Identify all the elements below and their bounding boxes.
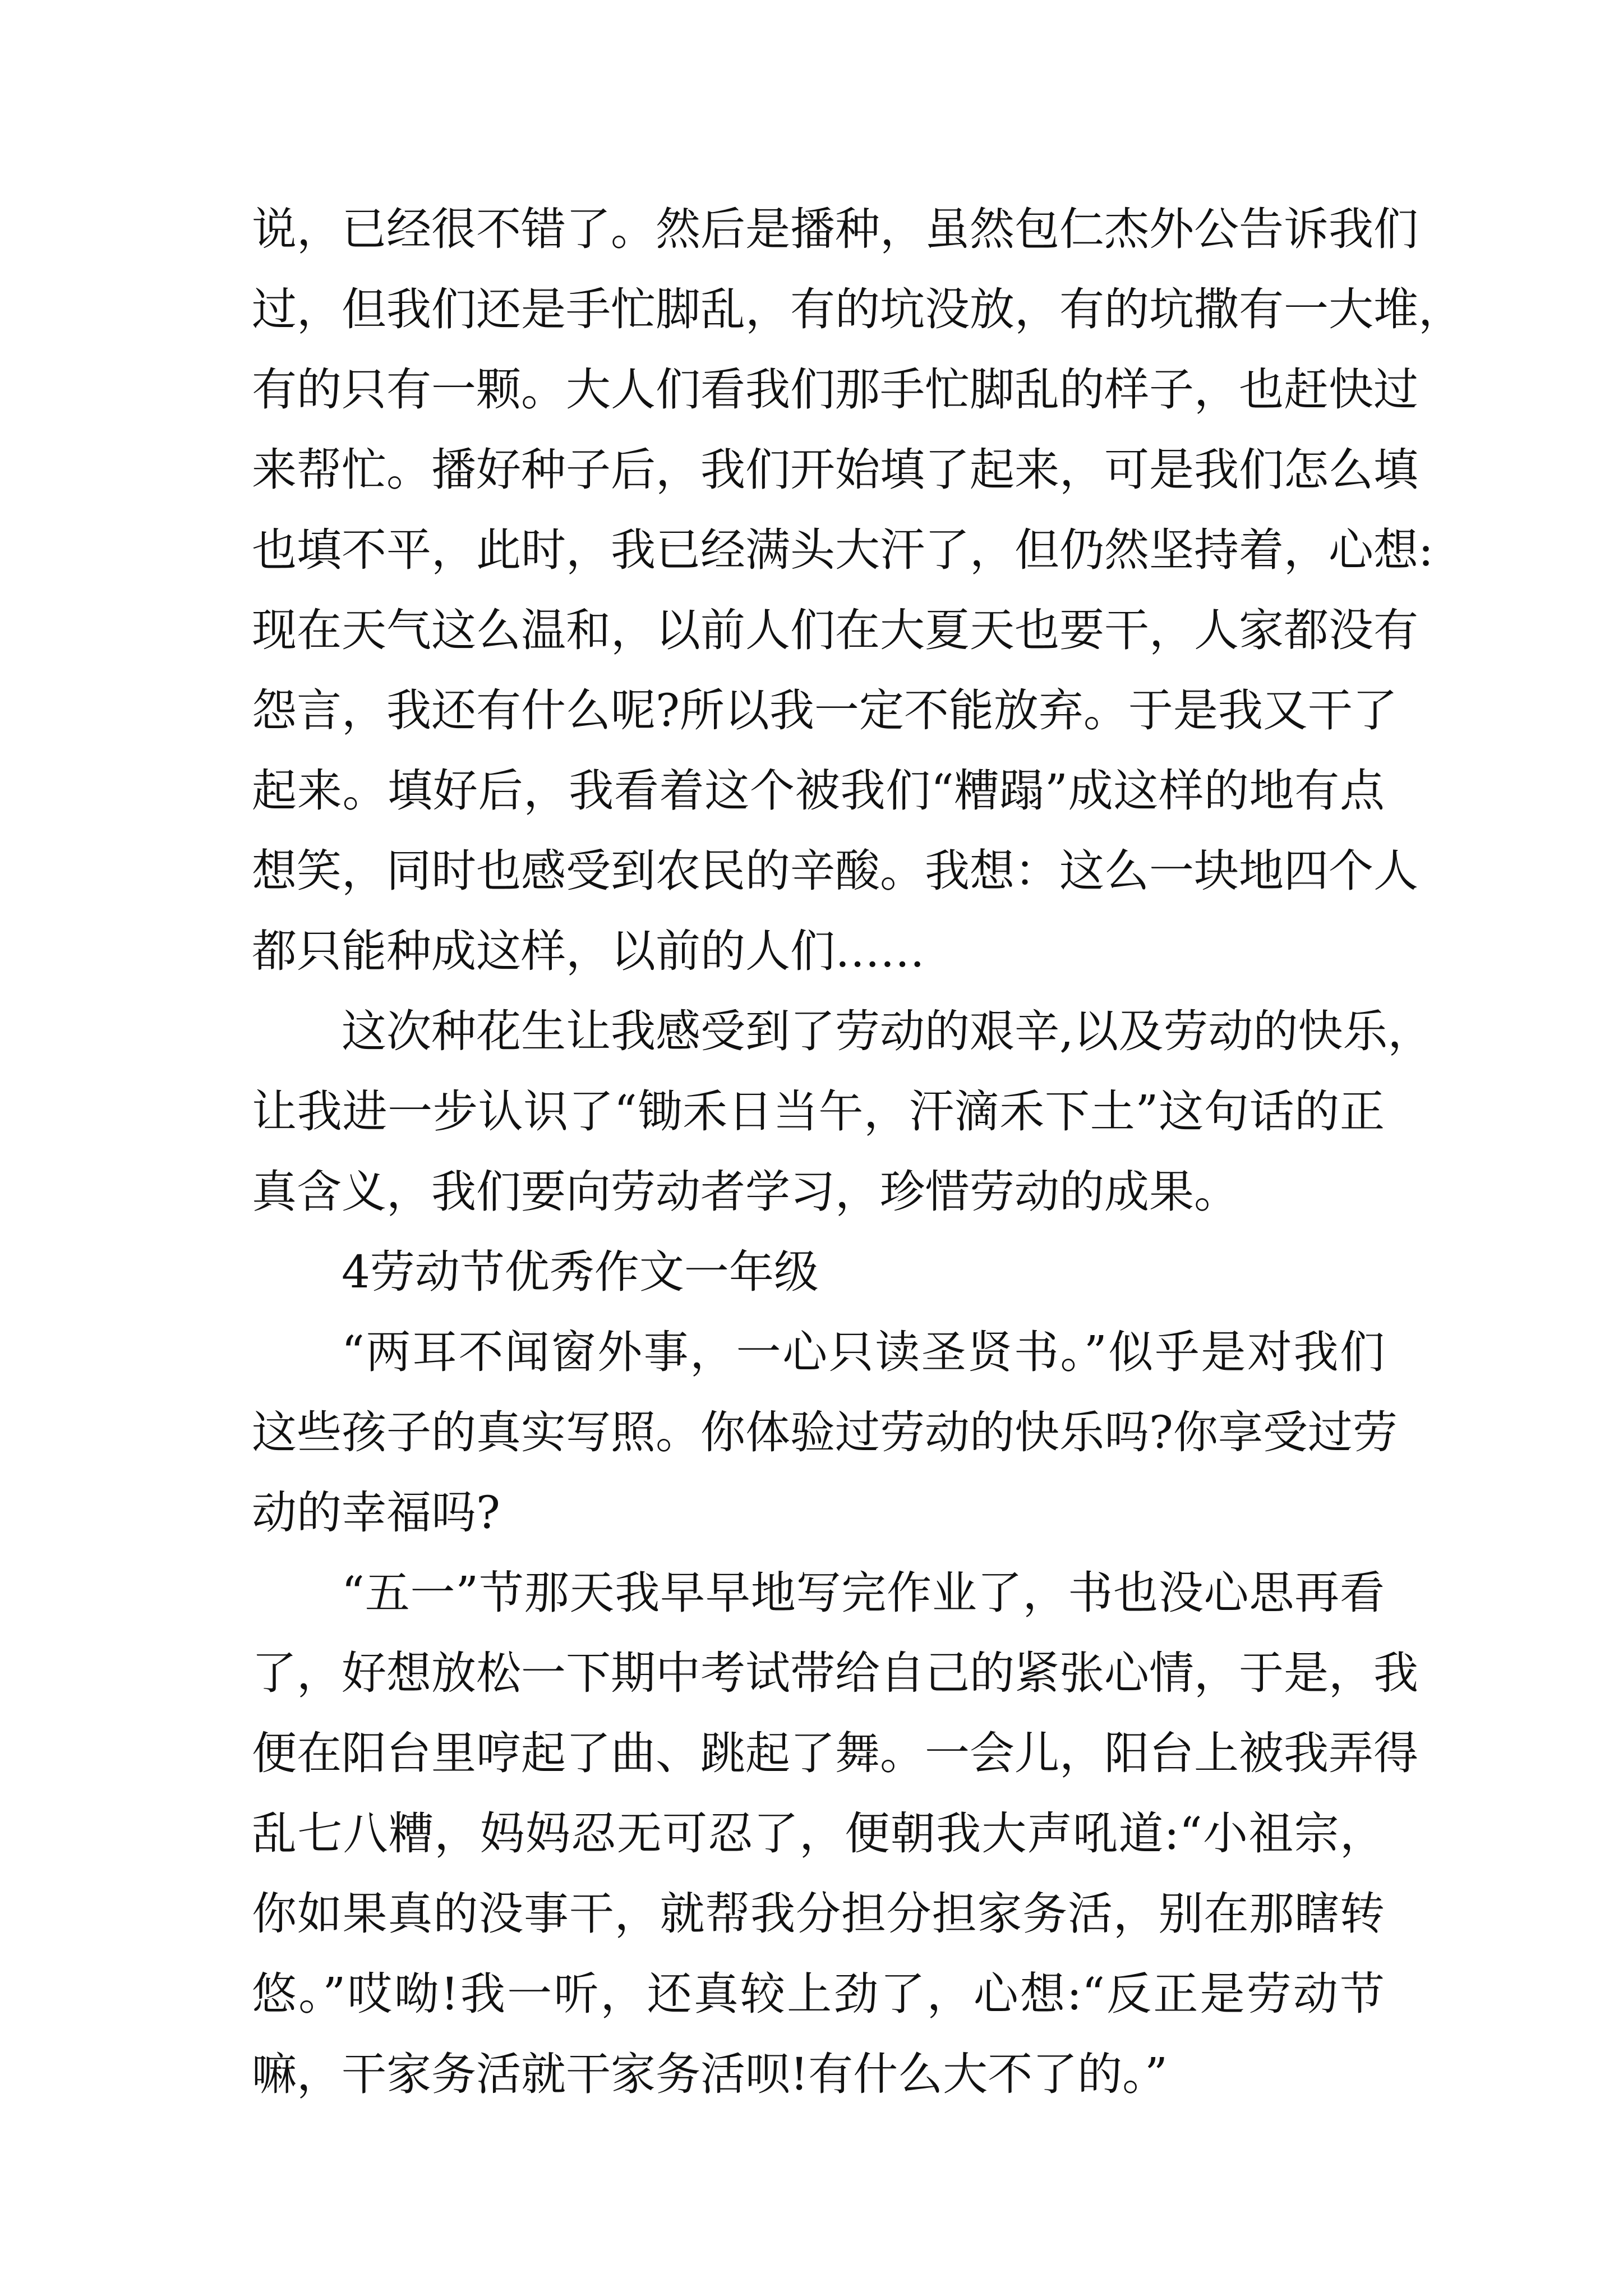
text-line: 说，已经很不错了。然后是播种，虽然包仁杰外公告诉我们 — [252, 203, 1418, 255]
text-line: 有的只有一颗。大人们看我们那手忙脚乱的样子，也赶快过 — [252, 364, 1418, 416]
paragraph-start-line: 这次种花生让我感受到了劳动的艰辛,以及劳动的快乐， — [342, 1005, 1433, 1057]
text-line: 乱七八糟，妈妈忍无可忍了，便朝我大声吼道:“小祖宗， — [252, 1807, 1385, 1860]
text-line: 过，但我们还是手忙脚乱，有的坑没放，有的坑撒有一大堆， — [252, 283, 1463, 335]
text-line: 你如果真的没事干，就帮我分担分担家务活，别在那瞎转 — [252, 1888, 1385, 1940]
paragraph-start-line: “两耳不闻窗外事，一心只读圣贤书。”似乎是对我们 — [342, 1326, 1385, 1378]
text-line: 让我进一步认识了“锄禾日当午，汗滴禾下土”这句话的正 — [252, 1085, 1385, 1138]
paragraph-start-line: “五一”节那天我早早地写完作业了，书也没心思再看 — [342, 1567, 1385, 1619]
text-line: 动的幸福吗? — [252, 1487, 500, 1539]
text-line: 了，好想放松一下期中考试带给自己的紧张心情，于是，我 — [252, 1647, 1418, 1699]
text-line: 想笑，同时也感受到农民的辛酸。我想：这么一块地四个人 — [252, 845, 1418, 897]
text-line: 怨言，我还有什么呢?所以我一定不能放弃。于是我又干了 — [252, 684, 1398, 737]
text-line: 也填不平，此时，我已经满头大汗了，但仍然坚持着，心想: — [252, 524, 1433, 576]
text-line: 真含义，我们要向劳动者学习，珍惜劳动的成果。 — [252, 1166, 1239, 1218]
text-line: 便在阳台里哼起了曲、跳起了舞。一会儿，阳台上被我弄得 — [252, 1727, 1418, 1779]
text-line: 嘛，干家务活就干家务活呗!有什么大不了的。” — [252, 2048, 1168, 2100]
text-line: 这些孩子的真实写照。你体验过劳动的快乐吗?你享受过劳 — [252, 1406, 1398, 1458]
text-line: 现在天气这么温和，以前人们在大夏天也要干，人家都没有 — [252, 604, 1418, 656]
text-line: 来帮忙。播好种子后，我们开始填了起来，可是我们怎么填 — [252, 444, 1418, 496]
text-line: 都只能种成这样，以前的人们…… — [252, 925, 925, 977]
section-heading: 4劳动节优秀作文一年级 — [342, 1246, 819, 1298]
text-line: 起来。填好后，我看着这个被我们“糟蹋”成这样的地有点 — [252, 765, 1385, 817]
text-line: 悠。”哎呦!我一听，还真较上劲了，心想:“反正是劳动节 — [252, 1968, 1385, 2020]
essay-text — [252, 202, 1463, 2127]
